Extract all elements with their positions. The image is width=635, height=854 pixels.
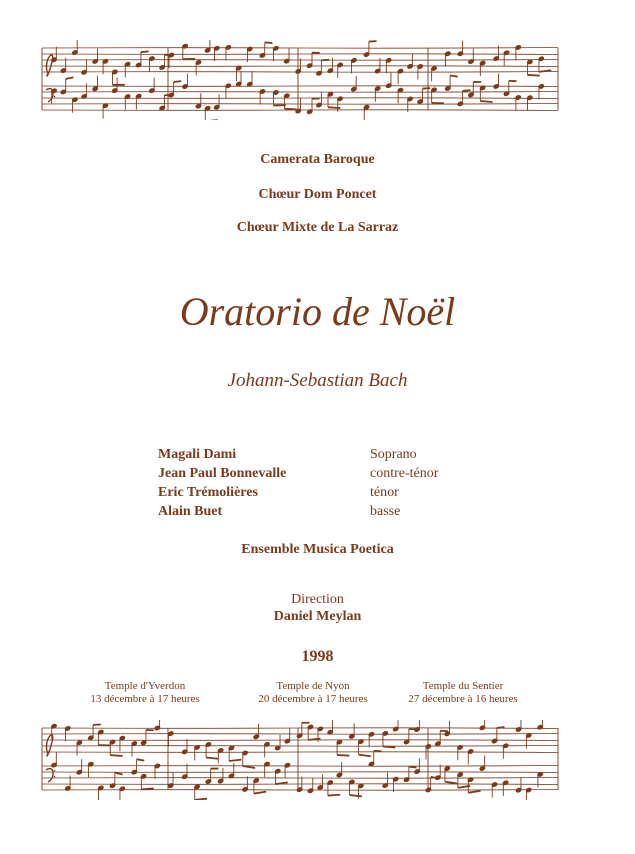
venue-place: Temple du Sentier bbox=[422, 680, 504, 692]
venue-date: 13 décembre à 17 heures bbox=[90, 693, 200, 705]
music-score-top bbox=[40, 40, 560, 120]
soloist-name: Alain Buet bbox=[158, 504, 223, 519]
soloist-name: Jean Paul Bonnevalle bbox=[158, 466, 287, 481]
soloist-voice: ténor bbox=[370, 485, 399, 500]
choir-line-1: Camerata Baroque bbox=[260, 152, 375, 167]
venue-place: Temple de Nyon bbox=[276, 680, 350, 692]
soloist-voice: basse bbox=[370, 504, 401, 519]
ensemble-name: Ensemble Musica Poetica bbox=[241, 542, 394, 557]
concert-year: 1998 bbox=[301, 648, 334, 665]
venue-place: Temple d'Yverdon bbox=[104, 680, 186, 692]
choir-line-2: Chœur Dom Poncet bbox=[258, 187, 377, 202]
venue-date: 20 décembre à 17 heures bbox=[258, 693, 368, 705]
composer-name: Johann-Sebastian Bach bbox=[227, 370, 408, 391]
concert-title: Oratorio de Noël bbox=[179, 289, 456, 334]
director-name: Daniel Meylan bbox=[273, 609, 362, 624]
direction-label: Direction bbox=[291, 592, 344, 607]
venue-date: 27 décembre à 16 heures bbox=[408, 693, 518, 705]
venue-block bbox=[50, 680, 240, 706]
soloist-name: Eric Trémolières bbox=[158, 485, 258, 500]
soloist-voice: contre-ténor bbox=[370, 466, 439, 481]
venue-block bbox=[368, 680, 558, 706]
music-score-bottom bbox=[40, 720, 560, 800]
soloist-name: Magali Dami bbox=[158, 447, 237, 462]
choir-line-3: Chœur Mixte de La Sarraz bbox=[236, 220, 399, 235]
soloist-voice: Soprano bbox=[370, 447, 417, 462]
